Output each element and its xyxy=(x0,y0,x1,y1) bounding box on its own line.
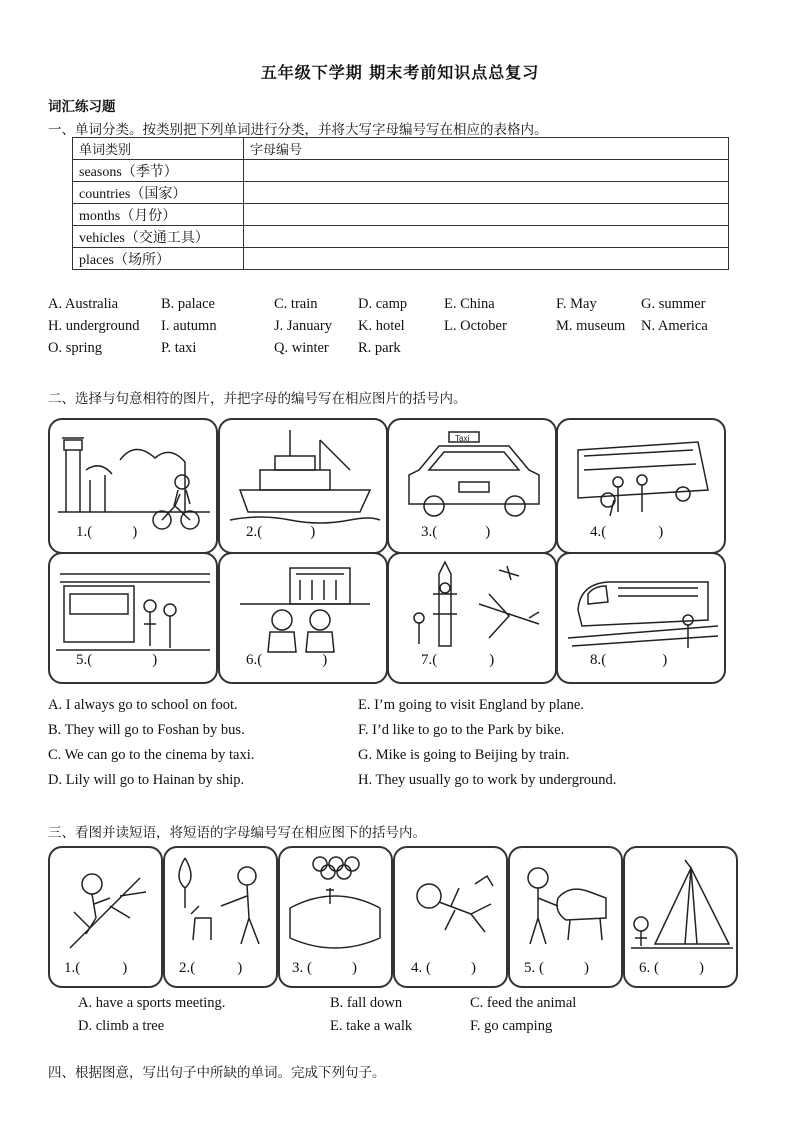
picture-card-feed xyxy=(163,846,278,988)
picture-card-bus xyxy=(556,418,726,554)
caption-close: ) xyxy=(658,524,664,540)
table-row xyxy=(73,248,729,270)
taxi-sign-text: Taxi xyxy=(455,434,470,443)
sentence-option: H. They usually go to work by underground. xyxy=(358,772,617,788)
picture-caption xyxy=(179,960,242,977)
section3-instruction: 三、看图并读短语，将短语的字母编号写在相应图下的括号内。 xyxy=(48,825,426,841)
caption-open: 2.( xyxy=(246,524,263,540)
phrase-option: B. fall down xyxy=(330,995,403,1011)
word-row xyxy=(48,296,768,318)
picture-card-walk-dog xyxy=(508,846,623,988)
word-item: G. summer xyxy=(641,296,706,312)
caption-close: ) xyxy=(662,652,668,668)
picture-card-walk xyxy=(218,552,388,684)
word-item: C. train xyxy=(274,296,318,312)
vocab-heading: 词汇练习题 xyxy=(48,99,116,115)
picture-card-bike xyxy=(48,418,218,554)
word-item: P. taxi xyxy=(161,340,197,356)
table-header-category: 单词类别 xyxy=(73,138,244,160)
picture-card-sports xyxy=(278,846,393,988)
sentence-option: E. I’m going to visit England by plane. xyxy=(358,697,584,713)
phrase-option: D. climb a tree xyxy=(78,1018,165,1034)
picture-card-taxi xyxy=(387,418,557,554)
page-title: 五年级下学期 期末考前知识点总复习 xyxy=(260,63,540,82)
caption-close: ) xyxy=(489,652,495,668)
picture-caption xyxy=(590,652,667,669)
caption-open: 3. ( xyxy=(292,960,312,976)
word-item: F. May xyxy=(556,296,597,312)
caption-open: 6.( xyxy=(246,652,263,668)
table-cell-category: vehicles（交通工具） xyxy=(73,226,244,248)
word-item: A. Australia xyxy=(48,296,119,312)
picture-caption xyxy=(421,524,490,541)
sentence-option: D. Lily will go to Hainan by ship. xyxy=(48,772,245,788)
caption-open: 6. ( xyxy=(639,960,659,976)
caption-open: 7.( xyxy=(421,652,438,668)
word-item: I. autumn xyxy=(161,318,217,334)
word-item: M. museum xyxy=(556,318,626,334)
picture-caption xyxy=(76,524,137,541)
picture-caption xyxy=(246,652,327,669)
picture-card-climb xyxy=(48,846,163,988)
answer-cell[interactable] xyxy=(244,160,729,182)
picture-card-ship xyxy=(218,418,388,554)
picture-card-camping xyxy=(623,846,738,988)
caption-close: ) xyxy=(485,524,491,540)
caption-close: ) xyxy=(699,960,704,976)
answer-cell[interactable] xyxy=(244,204,729,226)
table-row xyxy=(73,160,729,182)
picture-caption xyxy=(590,524,663,541)
picture-caption xyxy=(421,652,494,669)
word-item: R. park xyxy=(358,340,401,356)
table-row xyxy=(73,204,729,226)
sentence-option: F. I’d like to go to the Park by bike. xyxy=(358,722,565,738)
word-item: L. October xyxy=(444,318,507,334)
answer-cell[interactable] xyxy=(244,226,729,248)
caption-close: ) xyxy=(122,960,128,976)
caption-open: 5. ( xyxy=(524,960,544,976)
category-table xyxy=(72,137,729,270)
picture-caption xyxy=(246,524,315,541)
picture-card-underground xyxy=(48,552,218,684)
phrase-option: A. have a sports meeting. xyxy=(78,995,226,1011)
caption-open: 1.( xyxy=(76,524,93,540)
table-cell-category: seasons（季节） xyxy=(73,160,244,182)
caption-close: ) xyxy=(471,960,476,976)
caption-open: 4. ( xyxy=(411,960,431,976)
word-item: Q. winter xyxy=(274,340,329,356)
picture-caption xyxy=(411,960,476,977)
caption-open: 3.( xyxy=(421,524,438,540)
word-item: B. palace xyxy=(161,296,215,312)
picture-caption xyxy=(639,960,704,977)
caption-open: 5.( xyxy=(76,652,93,668)
caption-close: ) xyxy=(322,652,328,668)
sentence-option: B. They will go to Foshan by bus. xyxy=(48,722,245,738)
picture-caption xyxy=(292,960,357,977)
sentence-option: A. I always go to school on foot. xyxy=(48,697,238,713)
picture-caption xyxy=(76,652,157,669)
sentence-option: G. Mike is going to Beijing by train. xyxy=(358,747,570,763)
caption-close: ) xyxy=(132,524,138,540)
caption-close: ) xyxy=(237,960,243,976)
phrase-option: E. take a walk xyxy=(330,1018,413,1034)
section1-instruction: 一、单词分类。按类别把下列单词进行分类，并将大写字母编号写在相应的表格内。 xyxy=(48,122,548,138)
table-cell-category: countries（国家） xyxy=(73,182,244,204)
caption-open: 1.( xyxy=(64,960,81,976)
word-row xyxy=(48,340,768,362)
phrase-option: F. go camping xyxy=(470,1018,553,1034)
picture-caption xyxy=(64,960,127,977)
word-item: K. hotel xyxy=(358,318,405,334)
answer-cell[interactable] xyxy=(244,182,729,204)
caption-open: 8.( xyxy=(590,652,607,668)
word-row xyxy=(48,318,768,340)
word-item: E. China xyxy=(444,296,495,312)
picture-card-fall xyxy=(393,846,508,988)
table-header-row xyxy=(73,138,729,160)
section4-instruction: 四、根据图意，写出句子中所缺的单词。完成下列句子。 xyxy=(48,1065,386,1081)
picture-card-plane xyxy=(387,552,557,684)
caption-close: ) xyxy=(310,524,316,540)
table-row xyxy=(73,182,729,204)
caption-open: 4.( xyxy=(590,524,607,540)
word-item: H. underground xyxy=(48,318,140,334)
word-item: O. spring xyxy=(48,340,102,356)
table-header-letters: 字母编号 xyxy=(244,138,729,160)
word-item: N. America xyxy=(641,318,708,334)
table-cell-category: places（场所） xyxy=(73,248,244,270)
word-item: J. January xyxy=(274,318,332,334)
table-row xyxy=(73,226,729,248)
caption-close: ) xyxy=(152,652,158,668)
phrase-option: C. feed the animal xyxy=(470,995,577,1011)
word-bank xyxy=(48,296,768,362)
caption-close: ) xyxy=(352,960,357,976)
word-item: D. camp xyxy=(358,296,408,312)
picture-caption xyxy=(524,960,589,977)
answer-cell[interactable] xyxy=(244,248,729,270)
caption-close: ) xyxy=(584,960,589,976)
caption-open: 2.( xyxy=(179,960,196,976)
picture-card-train xyxy=(556,552,726,684)
table-cell-category: months（月份） xyxy=(73,204,244,226)
sentence-option: C. We can go to the cinema by taxi. xyxy=(48,747,255,763)
section2-instruction: 二、选择与句意相符的图片，并把字母的编号写在相应图片的括号内。 xyxy=(48,391,467,407)
